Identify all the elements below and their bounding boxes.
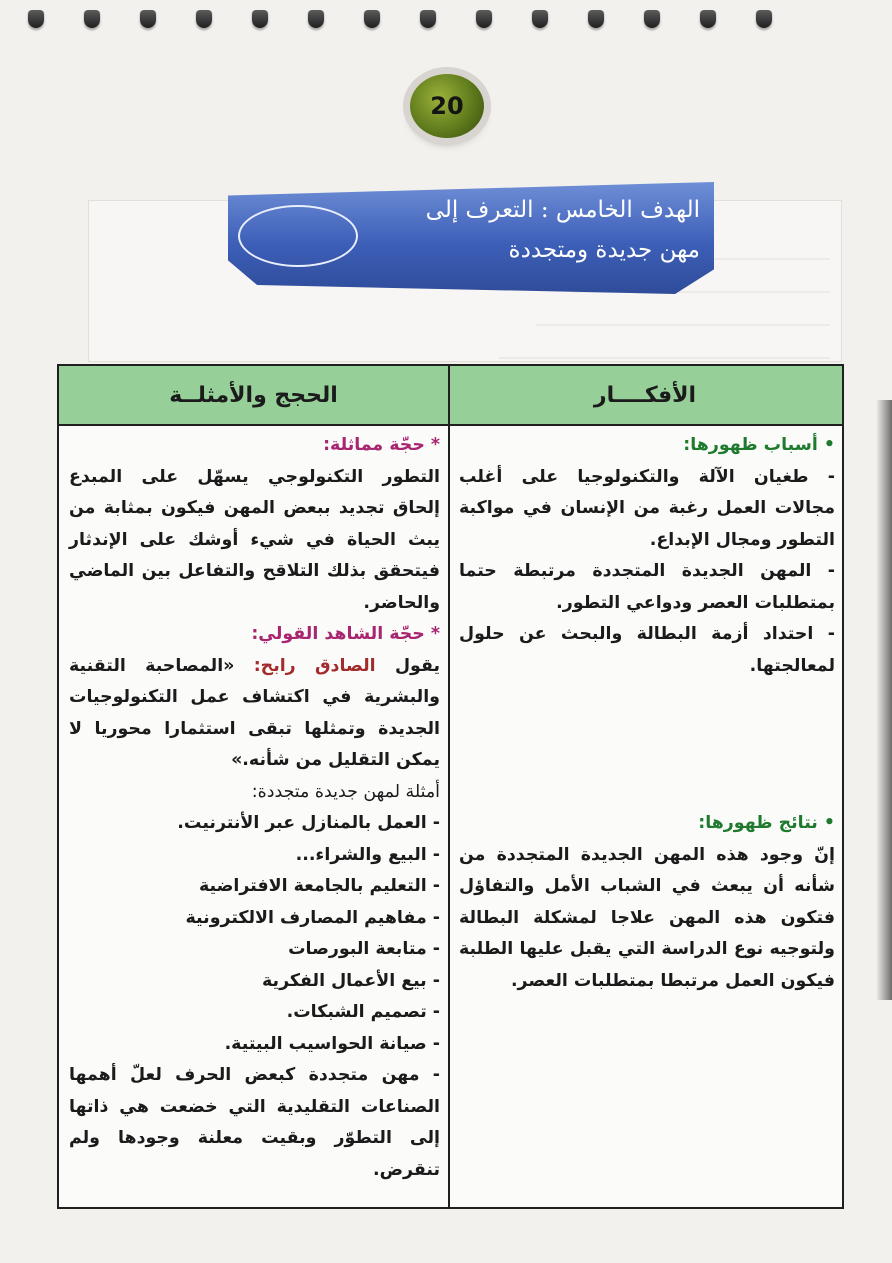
example-item: - مهن متجددة كبعض الحرف لعلّ أهمها الصناعات التقليدية التي خضعت هي ذاتها إلى التطوّر وبقيت معلنة وجودها ولم تنقرض. bbox=[69, 1065, 440, 1180]
results-heading: • نتائج ظهورها: bbox=[698, 813, 835, 833]
ideas-column-header: الأفكــــار bbox=[448, 366, 842, 426]
arguments-column-header: الحجج والأمثلــة bbox=[59, 366, 448, 426]
spiral-ring bbox=[196, 10, 212, 28]
arguments-cell bbox=[69, 430, 440, 1186]
results-text: إنّ وجود هذه المهن الجديدة المتجددة من شأنه أن يبعث في الشباب الأمل والتفاؤل فتكون هذه المهن علاجا لمشكلة البطالة ولتوجيه نوع الدراسة التي يقبل عليها الطلبة فيكون العمل مرتبطا بمتطلبات العصر. bbox=[459, 844, 835, 991]
spiral-ring bbox=[532, 10, 548, 28]
spiral-ring bbox=[252, 10, 268, 28]
column-divider bbox=[448, 366, 450, 1207]
cause-item: - طغيان الآلة والتكنولوجيا على أغلب مجالات العمل رغبة من الإنسان في مواكبة التطور ومجال الإبداع. bbox=[459, 466, 835, 550]
spiral-ring bbox=[756, 10, 772, 28]
example-item: - بيع الأعمال الفكرية bbox=[262, 970, 440, 991]
spiral-ring bbox=[140, 10, 156, 28]
ideas-arguments-table bbox=[57, 364, 844, 1209]
causes-heading: • أسباب ظهورها: bbox=[683, 435, 835, 455]
example-item: - مفاهيم المصارف الالكترونية bbox=[185, 907, 440, 928]
title-oval-decoration bbox=[238, 205, 358, 267]
bleed-through-line bbox=[499, 357, 830, 359]
spiral-ring bbox=[364, 10, 380, 28]
example-item: - العمل بالمنازل عبر الأنترنيت. bbox=[177, 813, 440, 833]
page-title bbox=[370, 190, 700, 286]
title-line-2: مهن جديدة ومتجددة bbox=[508, 237, 700, 263]
spiral-ring bbox=[700, 10, 716, 28]
quote-heading: * حجّة الشاهد القولي: bbox=[251, 624, 440, 644]
example-item: - البيع والشراء... bbox=[295, 844, 440, 865]
quote-author: الصادق رابح: bbox=[253, 655, 376, 676]
example-item: - متابعة البورصات bbox=[288, 939, 440, 959]
page-edge-shadow bbox=[876, 400, 892, 1000]
example-item: - التعليم بالجامعة الافتراضية bbox=[198, 876, 440, 896]
cause-item: - المهن الجديدة المتجددة مرتبطة حتما بمتطلبات العصر ودواعي التطور. bbox=[459, 561, 835, 613]
examples-heading: أمثلة لمهن جديدة متجددة: bbox=[251, 781, 440, 802]
spiral-ring bbox=[308, 10, 324, 28]
spiral-ring bbox=[28, 10, 44, 28]
quote-paragraph bbox=[69, 651, 440, 777]
bleed-through-line bbox=[536, 324, 830, 326]
spiral-binding bbox=[0, 4, 892, 34]
quote-intro: يقول bbox=[394, 655, 440, 676]
spiral-ring bbox=[476, 10, 492, 28]
spiral-ring bbox=[644, 10, 660, 28]
spiral-ring bbox=[420, 10, 436, 28]
analogy-text: التطور التكنولوجي يسهّل على المبدع إلحاق تجديد ببعض المهن فيكون بمثابة من يبث الحياة في شيء أوشك على الإندثار فيتحقق بذلك التلاقح والتفاعل بين الماضي والحاضر. bbox=[69, 466, 440, 613]
example-item: - صيانة الحواسيب البيتية. bbox=[224, 1033, 440, 1054]
quote-text: «المصاحبة التقنية والبشرية في اكتشاف عمل التكنولوجيات الجديدة وتمثلها تبقى استثمارا محوريا لا يمكن التقليل من شأنه.» bbox=[69, 655, 440, 770]
analogy-heading: * حجّة مماثلة: bbox=[323, 435, 440, 455]
title-line-1: الهدف الخامس : التعرف إلى bbox=[425, 197, 700, 223]
example-item: - تصميم الشبكات. bbox=[286, 1002, 440, 1022]
page-number: 20 bbox=[430, 92, 464, 120]
ideas-cell bbox=[459, 430, 835, 997]
spiral-ring bbox=[84, 10, 100, 28]
cause-item: - احتداد أزمة البطالة والبحث عن حلول لمعالجتها. bbox=[459, 624, 835, 676]
spiral-ring bbox=[588, 10, 604, 28]
page-number-badge bbox=[410, 74, 484, 138]
examples-list bbox=[69, 808, 440, 1186]
